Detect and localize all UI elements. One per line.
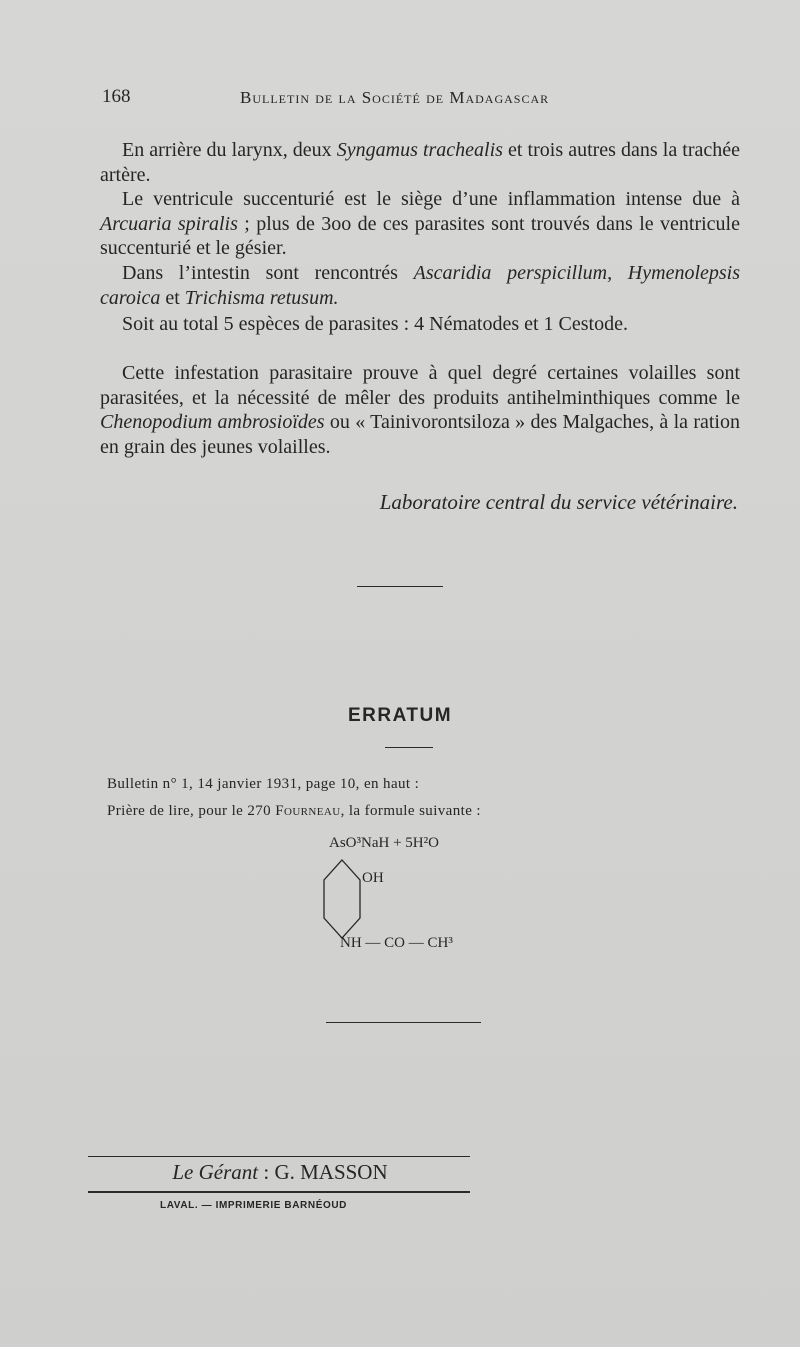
p5-text-a: Cette infestation parasitaire prouve à quel degré certaines volailles sont parasitées, et la nécessité de mêler des produits antihelminthiques comme le bbox=[100, 362, 740, 409]
p1-species: Syngamus trachealis bbox=[336, 139, 503, 161]
paragraph-infestation bbox=[100, 361, 740, 459]
printer-line: LAVAL. — IMPRIMERIE BARNÉOUD bbox=[160, 1200, 347, 1211]
p5-species: Chenopodium ambrosioïdes bbox=[100, 411, 325, 433]
p3-text-a: Dans l’intestin sont rencontrés bbox=[122, 262, 414, 284]
running-head: Bulletin de la Société de Madagascar bbox=[240, 88, 550, 107]
p2-text-a: Le ventricule succenturié est le siège d’une inflammation intense due à bbox=[122, 188, 740, 210]
paragraph-intestin bbox=[100, 261, 740, 310]
end-divider bbox=[326, 1022, 481, 1023]
p3-species-a: Ascaridia perspicillum, Hymenolepsis caroica bbox=[100, 262, 740, 309]
paragraph-total: Soit au total 5 espèces de parasites : 4 Nématodes et 1 Cestode. bbox=[122, 313, 628, 335]
p5-text-b: ou « Tainivorontsiloza » des Malgaches, à la ration en grain des jeunes volailles. bbox=[100, 411, 740, 458]
gerant-label: Le Gérant bbox=[172, 1160, 259, 1184]
p2-text-b: ; plus de 3oo de ces parasites sont trouvés dans le ventricule succenturié et le gésier. bbox=[100, 212, 740, 259]
erratum-reference: Bulletin n° 1, 14 janvier 1931, page 10, en haut : bbox=[107, 776, 420, 792]
p3-species-b: Trichisma retusum. bbox=[184, 286, 339, 309]
erratum-title: ERRATUM bbox=[347, 705, 453, 726]
gerant-line bbox=[0, 1160, 560, 1185]
instruction-text-b: , la formule suivante : bbox=[340, 803, 481, 819]
formula-top: AsO³NaH + 5H²O bbox=[329, 835, 439, 851]
benzene-ring-icon bbox=[320, 858, 364, 940]
p2-species: Arcuaria spiralis bbox=[100, 212, 238, 235]
p1-text-a: En arrière du larynx, deux bbox=[122, 139, 337, 161]
p1-text-b: et trois autres dans la trachée artère. bbox=[100, 139, 741, 186]
instruction-text-a: Prière de lire, pour le 270 bbox=[107, 803, 276, 819]
page-number: 168 bbox=[102, 86, 131, 107]
author-name: Fourneau bbox=[275, 803, 341, 819]
p3-text-b: et bbox=[160, 286, 185, 309]
footer-rule-top bbox=[88, 1156, 470, 1157]
formula-bottom: NH — CO — CH³ bbox=[340, 935, 453, 951]
footer-rule-bottom bbox=[88, 1191, 470, 1193]
erratum-instruction bbox=[107, 803, 481, 820]
title-underline bbox=[385, 747, 433, 748]
section-divider bbox=[357, 586, 443, 587]
paragraph-ventricule bbox=[100, 187, 740, 261]
laboratory-signature: Laboratoire central du service vétérinaire. bbox=[379, 490, 738, 514]
formula-hydroxyl: OH bbox=[362, 870, 384, 886]
paragraph-larynx bbox=[100, 138, 740, 187]
gerant-name: : G. MASSON bbox=[258, 1160, 388, 1184]
